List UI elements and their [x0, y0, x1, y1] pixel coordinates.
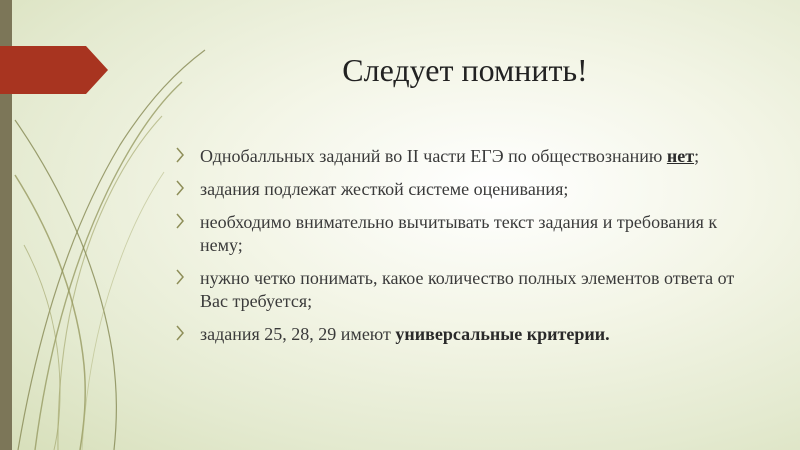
bullet-list — [175, 145, 735, 346]
arrow-bracket-icon — [175, 180, 185, 196]
arrow-bracket-icon — [175, 147, 185, 163]
arrow-bracket-icon — [175, 213, 185, 229]
arrow-bracket-icon — [175, 325, 185, 341]
bullet-item-4 — [175, 267, 735, 313]
bullet-item-3 — [175, 211, 735, 257]
bullet-text: задания 25, 28, 29 имеют — [200, 324, 396, 344]
bullet-text: необходимо внимательно вычитывать текст задания и требования к нему; — [200, 212, 718, 255]
bullet-item-2 — [175, 178, 735, 201]
bullet-item-1 — [175, 145, 735, 168]
bullet-text-end: ; — [694, 146, 700, 166]
title-accent-shape — [0, 46, 108, 94]
bullet-emphasis: универсальные критерии. — [395, 324, 610, 344]
bullet-emphasis: нет — [666, 146, 695, 166]
bullet-text: нужно четко понимать, какое количество полных элементов ответа от Вас требуется; — [200, 268, 735, 311]
bullet-item-5 — [175, 323, 735, 346]
arrow-bracket-icon — [175, 269, 185, 285]
bullet-text: Однобалльных заданий во II части ЕГЭ по обществознанию — [200, 146, 667, 166]
bullet-text: задания подлежат жесткой системе оценивания; — [200, 179, 569, 199]
slide-title: Следует помнить! — [342, 52, 588, 88]
